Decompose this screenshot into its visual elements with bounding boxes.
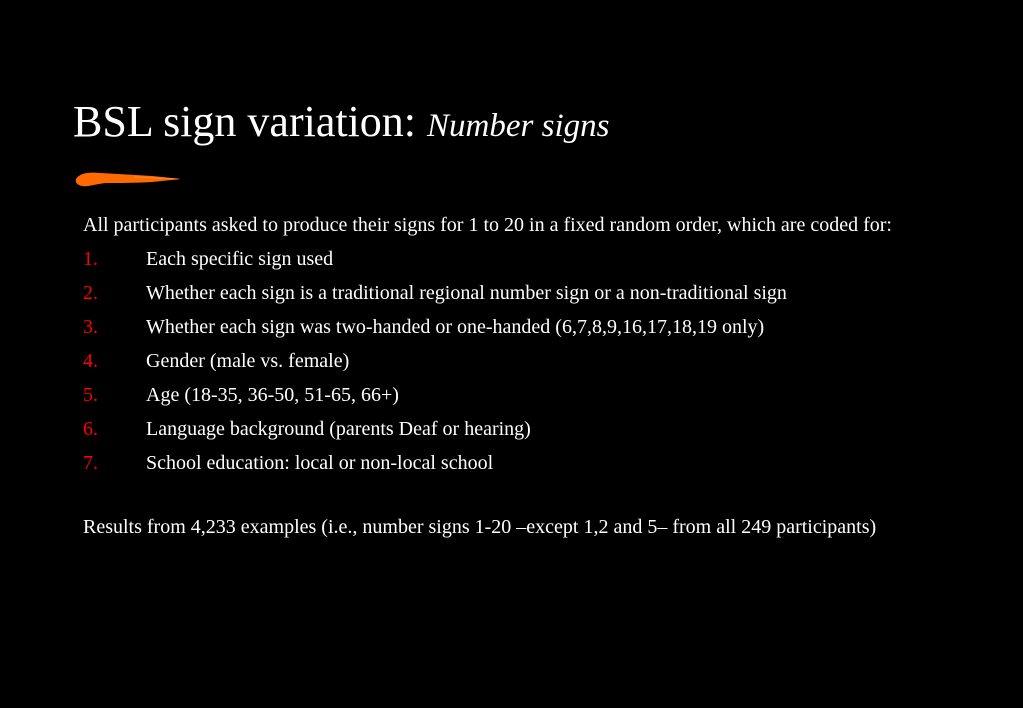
list-item-text: School education: local or non-local school bbox=[146, 452, 494, 474]
title-main: BSL sign variation: bbox=[73, 97, 417, 146]
list-item-number: 4. bbox=[83, 350, 98, 372]
list-item bbox=[83, 347, 963, 375]
list-item-number: 5. bbox=[83, 384, 98, 406]
list-item bbox=[83, 245, 963, 273]
results-text: Results from 4,233 examples (i.e., number signs 1-20 –except 1,2 and 5– from all 249 participants) bbox=[83, 516, 877, 538]
list-item-number: 2. bbox=[83, 282, 98, 304]
list-item-text: Age (18-35, 36-50, 51-65, 66+) bbox=[146, 384, 399, 406]
intro-text: All participants asked to produce their signs for 1 to 20 in a fixed random order, which are coded for: bbox=[83, 214, 892, 236]
list-item-number: 6. bbox=[83, 418, 98, 440]
list-item-number: 7. bbox=[83, 452, 98, 474]
list-item-text: Gender (male vs. female) bbox=[146, 350, 350, 372]
list-item-number: 3. bbox=[83, 316, 98, 338]
list-item bbox=[83, 279, 963, 307]
brush-stroke-decoration bbox=[74, 168, 182, 190]
title-subtitle: Number signs bbox=[427, 108, 610, 144]
list-item bbox=[83, 449, 963, 477]
spacer bbox=[83, 483, 963, 513]
coding-list bbox=[83, 245, 963, 477]
list-item bbox=[83, 415, 963, 443]
list-item-text: Each specific sign used bbox=[146, 248, 334, 270]
slide-body bbox=[83, 211, 963, 541]
slide-title bbox=[73, 94, 609, 154]
list-item bbox=[83, 381, 963, 409]
list-item-text: Whether each sign was two-handed or one-handed (6,7,8,9,16,17,18,19 only) bbox=[146, 316, 765, 338]
list-item-text: Language background (parents Deaf or hearing) bbox=[146, 418, 531, 440]
list-item-number: 1. bbox=[83, 248, 98, 270]
list-item bbox=[83, 313, 963, 341]
list-item-text: Whether each sign is a traditional regional number sign or a non-traditional sign bbox=[146, 282, 787, 304]
